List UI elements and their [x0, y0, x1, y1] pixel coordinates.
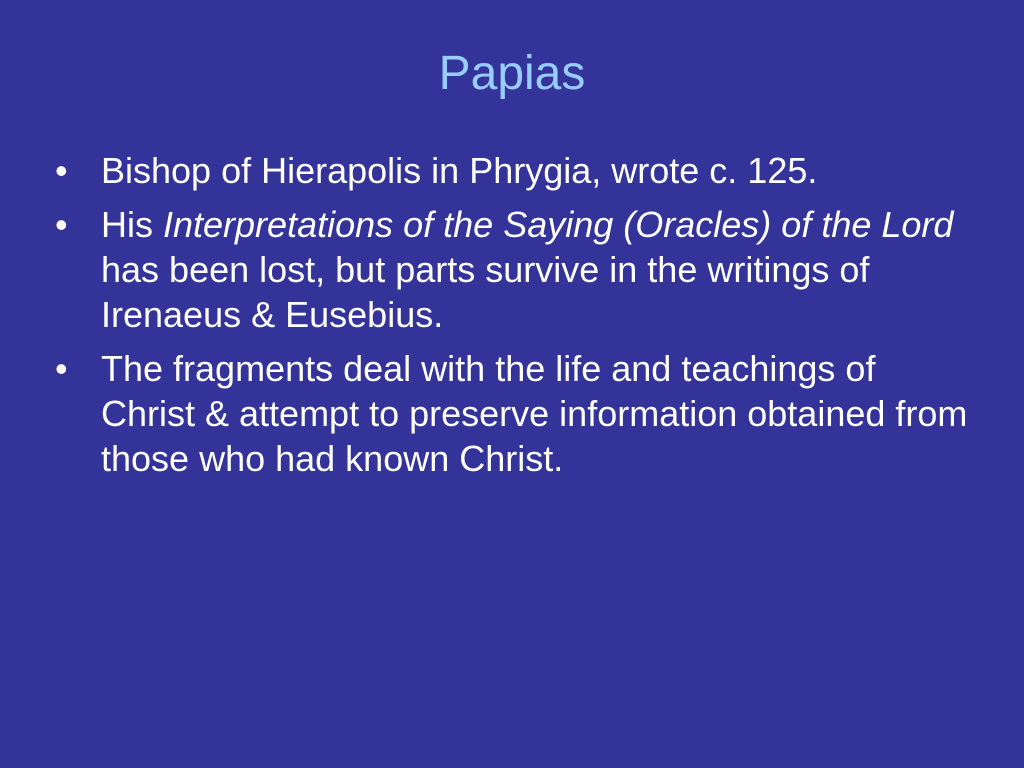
bullet-text: [101, 150, 817, 191]
bullet-marker: •: [55, 204, 68, 245]
bullet-marker: •: [55, 348, 68, 389]
bullet-text: [101, 204, 953, 335]
bullet-item: [55, 148, 975, 193]
bullet-text-segment: has been lost, but parts survive in the writings of Irenaeus & Eusebius.: [101, 249, 870, 335]
book-title: Interpretations of the Saying (Oracles) of the Lord: [163, 204, 954, 245]
bullet-text-segment: The fragments deal with the life and teachings of Christ & attempt to preserve information obtained from those who had known Christ.: [101, 348, 968, 479]
bullet-marker: •: [55, 150, 68, 191]
slide-title: Papias: [438, 47, 586, 100]
bullet-text-segment: His: [101, 204, 163, 245]
bullet-list: [55, 148, 975, 490]
bullet-text: [101, 348, 967, 479]
bullet-item: [55, 202, 975, 337]
bullet-item: [55, 346, 975, 481]
bullet-text-segment: Bishop of Hierapolis in Phrygia, wrote c. 125.: [101, 150, 818, 191]
